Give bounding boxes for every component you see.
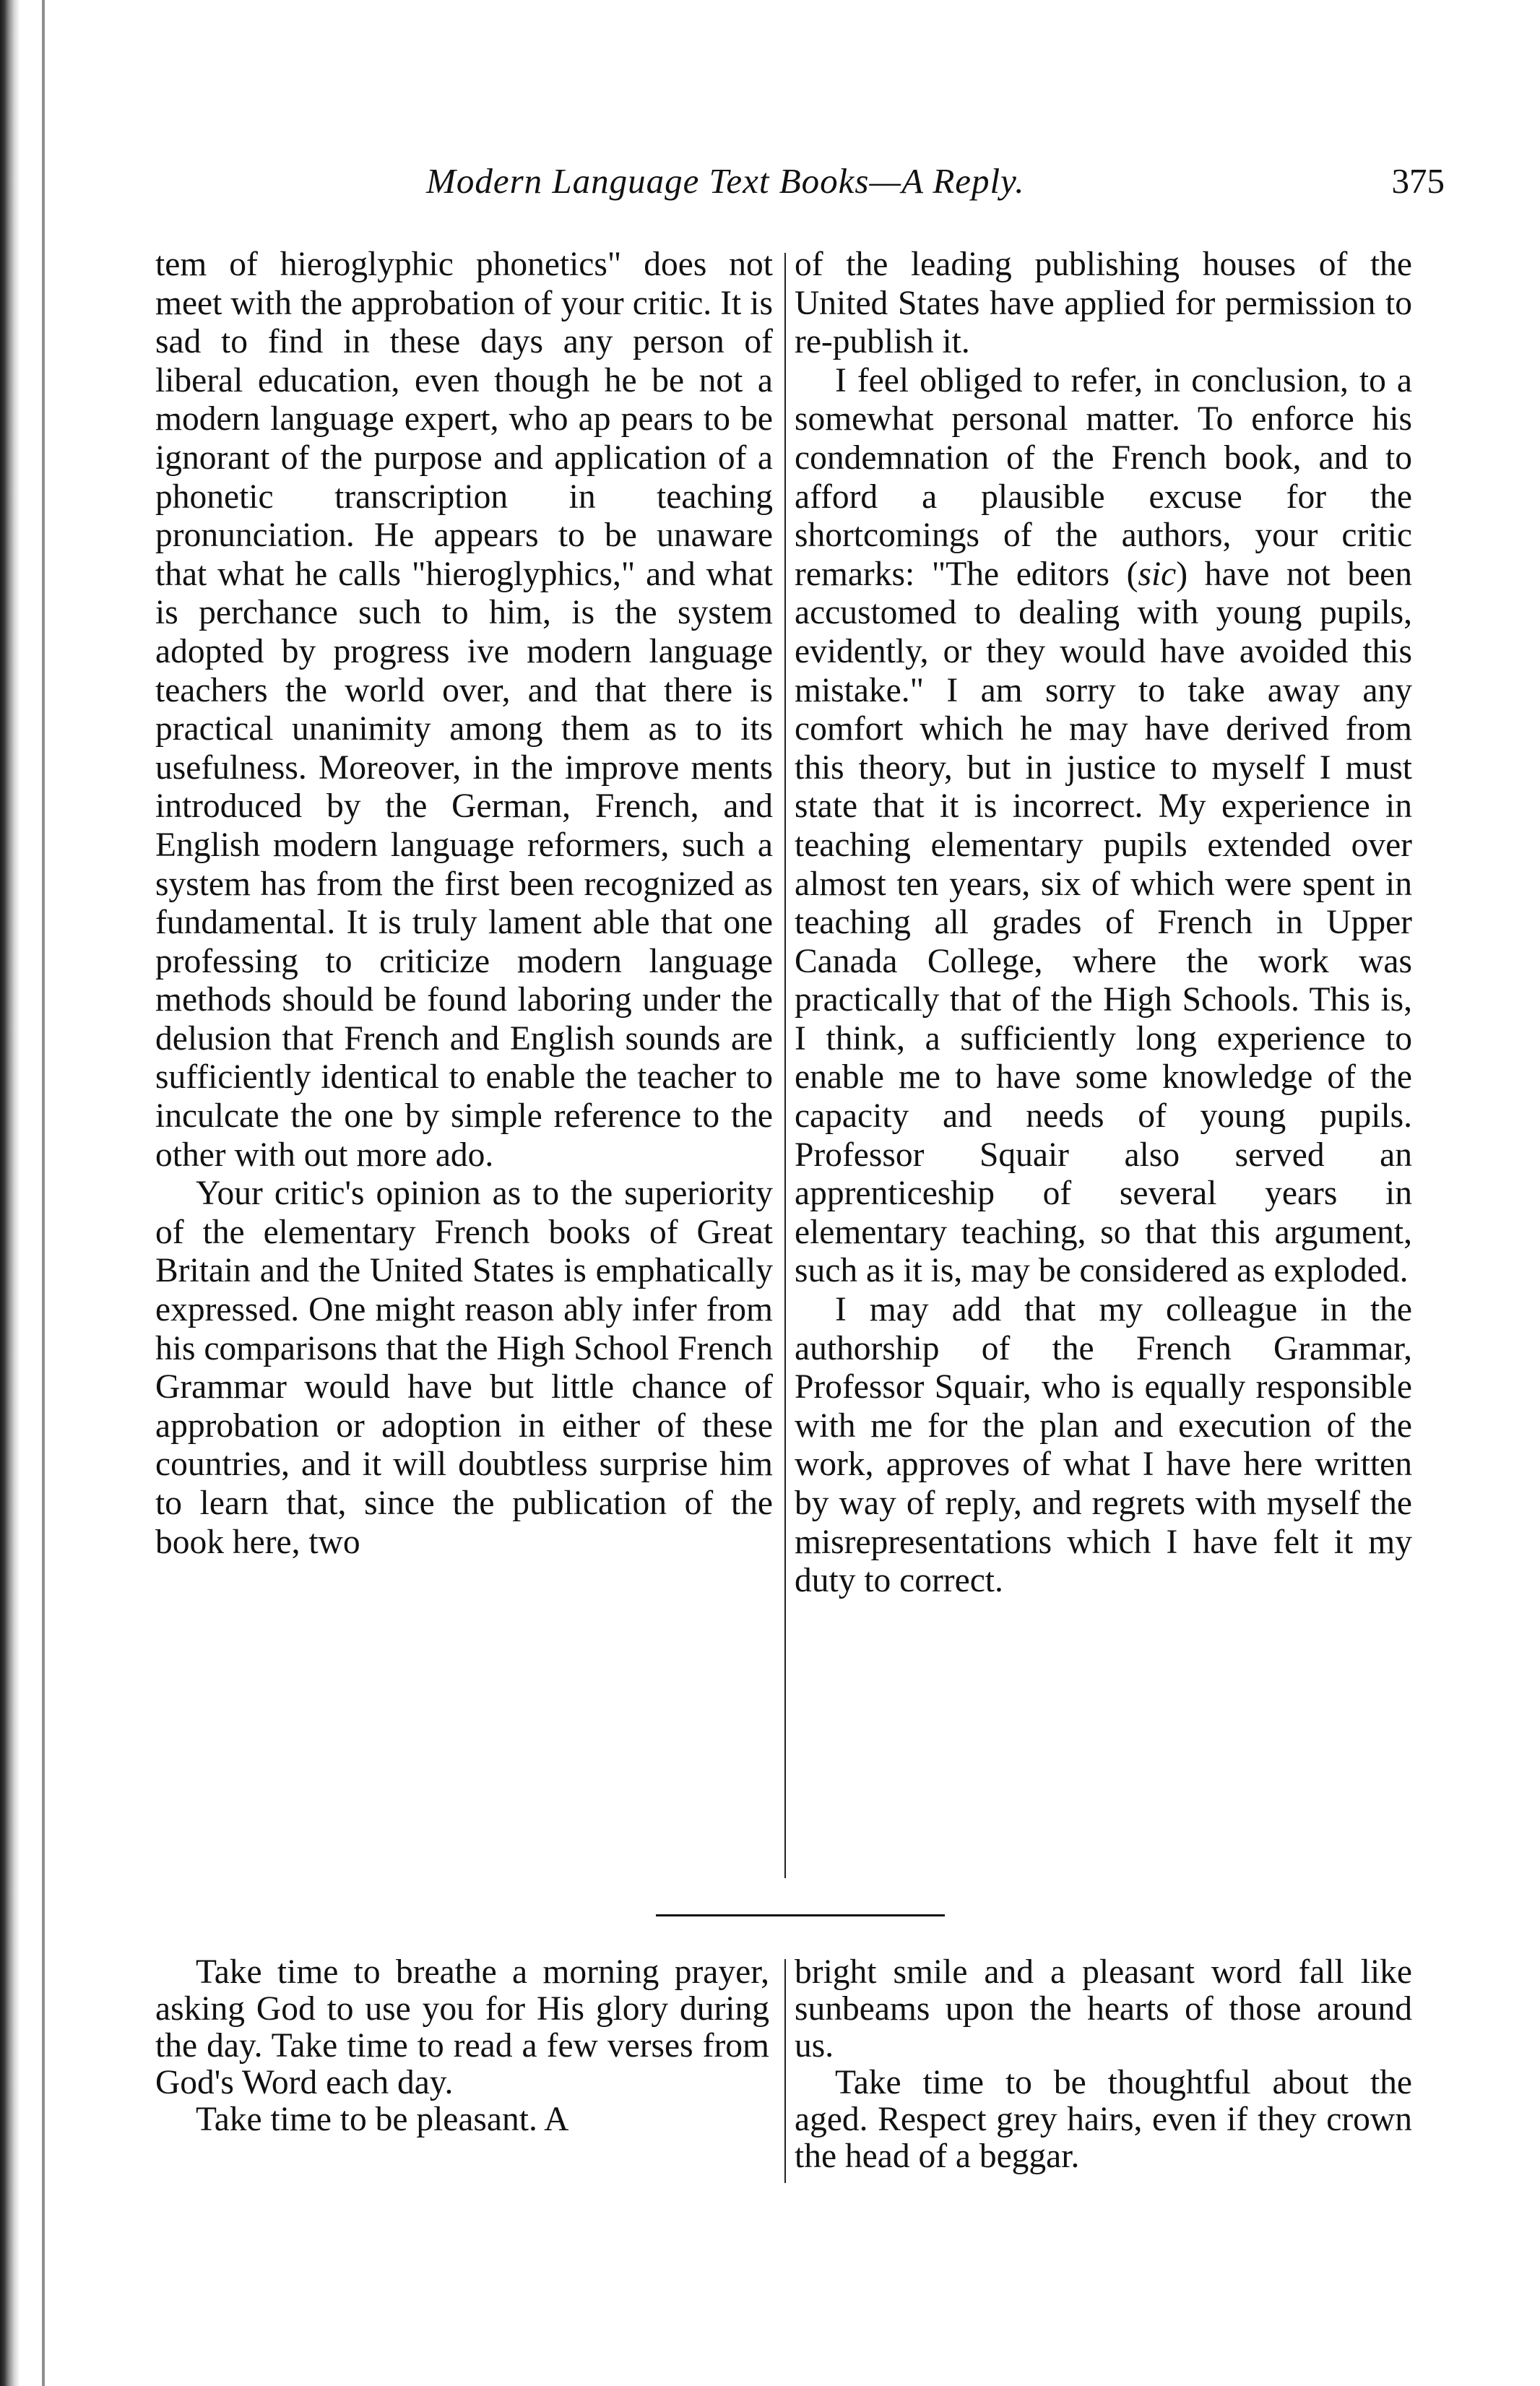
section-divider-rule [656,1914,945,1916]
filler-paragraph: bright smile and a pleasant word fall like sunbeams upon the hearts of those around us. [795,1953,1412,2065]
article-paragraph: I may add that my colleague in the authorship of the French Grammar, Professor Squair, who is equally responsible with me for the plan and execution of the work, approves of what I have here written by way of reply, and regrets with myself the misrepresentations which I have felt it my duty to correct. [795,1291,1412,1600]
column-divider [784,253,786,1878]
filler-paragraph: Take time to be thoughtful about the aged. Respect grey hairs, even if they crown the head of a beggar. [795,2064,1412,2175]
filler-right-column [795,1954,1412,2175]
page-header [152,160,1445,211]
paragraph-text: ) have not been accustomed to dealing with young pupils, evidently, or they would have avoided this mistake." I am sorry to take away any comfort which he may have derived from this theory, but in justice to myself I must state that it is incorrect. My experience in teaching elementary pupils extended over almost ten years, six of which were spent in teaching all grades of French in Upper Canada College, where the work was practically that of the High Schools. This is, I think, a sufficiently long experience to enable me to have some knowledge of the capacity and needs of young pupils. Professor Squair also served an apprenticeship of several years in elementary teaching, so that this argument, such as it is, may be considered as exploded. [795,555,1412,1290]
article-paragraph: Your critic's opinion as to the superiority of the elementary French books of Great Britain and the United States is emphatically expressed. One might reason ably infer from his comparisons that the High School French Grammar would have but little chance of approbation or adoption in either of these countries, and it will doubtless surprise him to learn that, since the publication of the book here, two [155,1175,773,1561]
article-paragraph: of the leading publishing houses of the United States have applied for permission to re-publish it. [795,246,1412,361]
filler-paragraph: Take time to breathe a morning prayer, asking God to use you for His glory during the day. Take time to read a few verses from God's Word each day. [155,1953,769,2101]
running-title: Modern Language Text Books—A Reply. [426,161,1025,201]
page-number: 375 [1391,161,1445,201]
scan-binding-line [42,0,45,2386]
filler-column-divider [784,1959,786,2183]
article-paragraph [795,362,1412,1291]
paragraph-text: I feel obliged to refer, in conclusion, to a somewhat personal matter. To enforce his condemnation of the French book, and to afford a plausible excuse for the shortcomings of the authors, your critic remarks: "The editors ( [795,361,1412,593]
filler-paragraph: Take time to be pleasant. A [196,2101,569,2138]
article-left-column [155,246,773,1562]
sic-italic: sic [1138,555,1177,593]
article-right-column [795,246,1412,1601]
filler-left-column [155,1954,769,2138]
article-paragraph: tem of hieroglyphic phonetics" does not meet with the approbation of your critic. It is sad to find in these days any person of liberal education, even though he be not a modern language expert, who ap pears to be ignorant of the purpose and application of a phonetic transcription in teaching pronunciation. He appears to be unaware that what he calls "hieroglyphics," and what is perchance such to him, is the system adopted by progress ive modern language teachers the world over, and that there is practical unanimity among them as to its usefulness. Moreover, in the improve ments introduced by the German, French, and English modern language reformers, such a system has from the first been recognized as fundamental. It is truly lament able that one professing to criticize modern language methods should be found laboring under the delusion that French and English sounds are sufficiently identical to enable the teacher to inculcate the one by simple reference to the other with out more ado. [155,246,773,1174]
